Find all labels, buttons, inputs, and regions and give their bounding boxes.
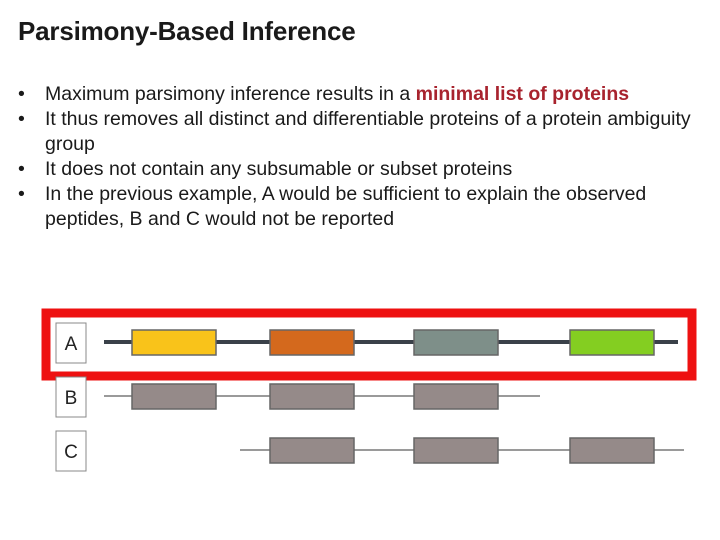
bullet-text: It does not contain any subsumable or subset proteins <box>45 158 513 180</box>
protein-label: C <box>64 442 78 463</box>
bullet-dot: • <box>18 183 25 205</box>
bullet-text: It thus removes all distinct and differentiable proteins of a protein ambiguity group <box>45 108 691 155</box>
bullet-dot: • <box>18 108 25 130</box>
peptide-block <box>270 330 354 355</box>
peptide-block <box>570 438 654 463</box>
bullet-text: In the previous example, A would be sufficient to explain the observed peptides, B and C would not be reported <box>45 183 647 230</box>
bullet-highlight: minimal list of proteins <box>415 83 630 105</box>
peptide-block <box>132 330 216 355</box>
bullet-text: Maximum parsimony inference results in a <box>45 83 416 105</box>
protein-label: B <box>64 388 78 409</box>
peptide-block <box>270 438 354 463</box>
peptide-block <box>270 384 354 409</box>
peptide-block <box>414 384 498 409</box>
peptide-block <box>132 384 216 409</box>
slide-title: Parsimony-Based Inference <box>18 16 356 46</box>
peptide-block <box>570 330 654 355</box>
bullet-dot: • <box>18 83 25 105</box>
peptide-block <box>414 438 498 463</box>
protein-label: A <box>64 334 78 355</box>
peptide-block <box>414 330 498 355</box>
bullet-dot: • <box>18 158 25 180</box>
